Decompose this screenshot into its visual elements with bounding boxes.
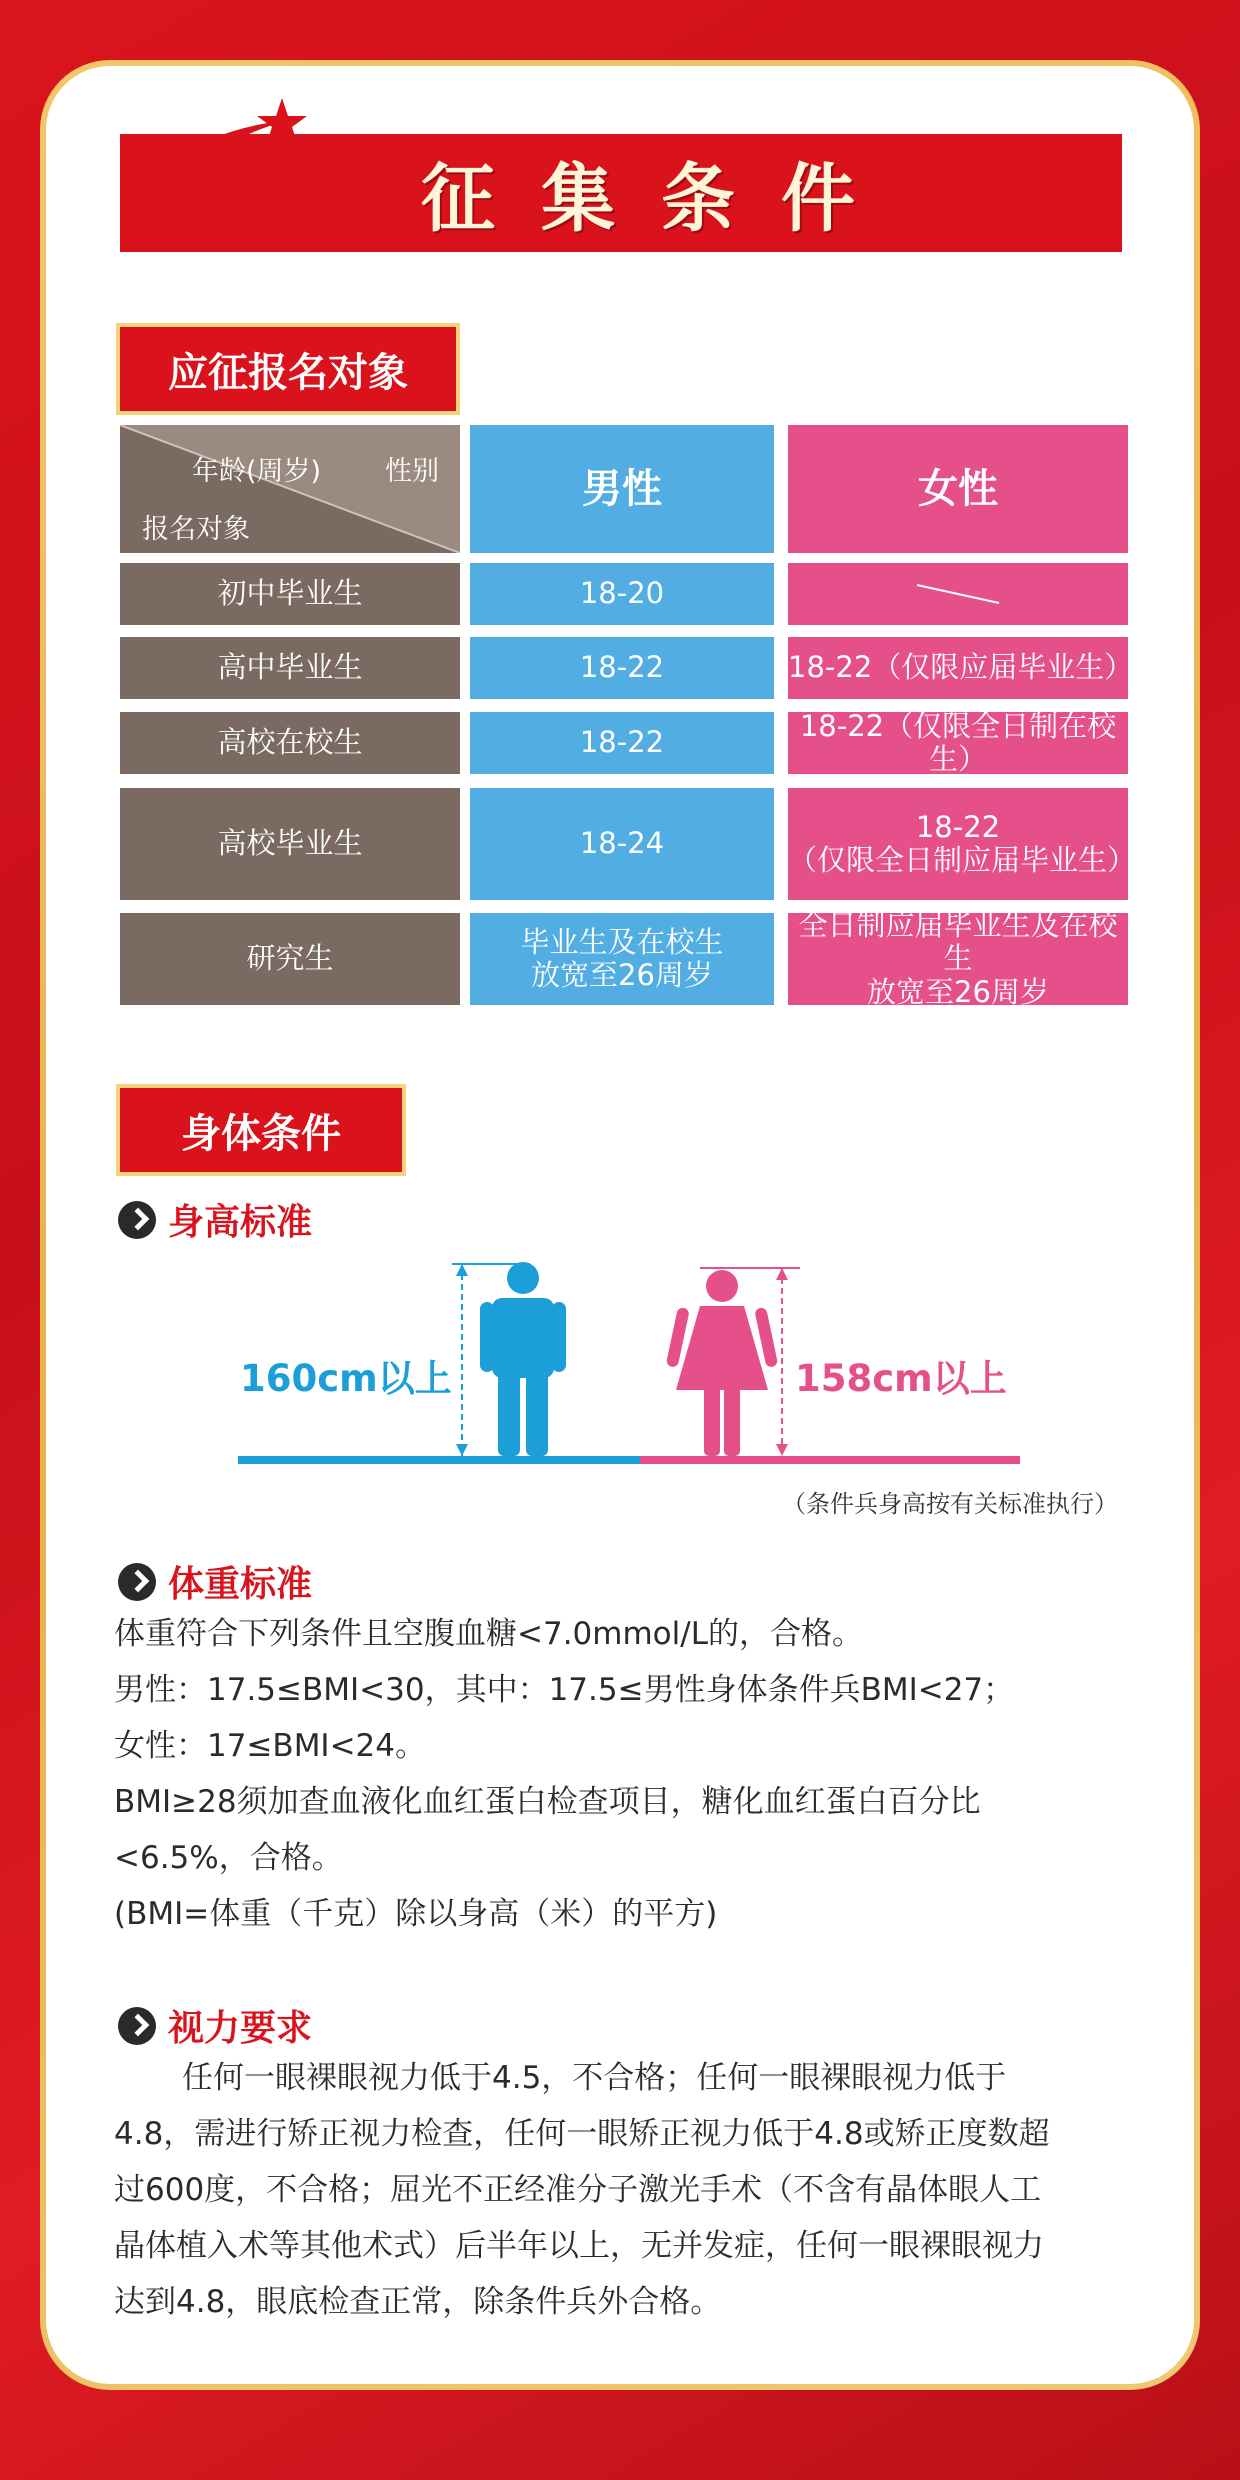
- vision-line: 达到4.8，眼底检查正常，除条件兵外合格。: [114, 2284, 722, 2320]
- subheading-weight-text: 体重标准: [168, 1564, 313, 1605]
- table-row-target: 高校毕业生: [120, 788, 460, 900]
- corner-target-label: 报名对象: [142, 514, 250, 545]
- weight-line: 男性：17.5≤BMI<30，其中：17.5≤男性身体条件兵BMI<27；: [114, 1672, 1015, 1708]
- vision-line: 4.8，需进行矫正视力检查，任何一眼矫正视力低于4.8或矫正度数超: [114, 2116, 1050, 2152]
- male-value-line1: 毕业生及在校生: [520, 924, 724, 959]
- page-title: 征集条件: [421, 156, 901, 242]
- female-value-line1: 18-22: [915, 809, 1001, 844]
- weight-line: (BMI=体重（千克）除以身高（米）的平方): [114, 1896, 718, 1932]
- chevron-right-icon: [118, 1563, 156, 1601]
- chevron-right-icon: [118, 2007, 156, 2045]
- table-row-target: 初中毕业生: [120, 563, 460, 625]
- table-row-male: 18-20: [470, 563, 774, 625]
- table-row-female-na: [788, 563, 1128, 625]
- vision-paragraph: [114, 2050, 1124, 2330]
- male-ground-line: [238, 1456, 648, 1464]
- vision-line: 任何一眼裸眼视力低于4.5，不合格；任何一眼裸眼视力低于: [182, 2060, 1007, 2096]
- height-note: （条件兵身高按有关标准执行）: [782, 1490, 1118, 1518]
- subheading-weight: [118, 1556, 312, 1607]
- female-value-line2: （仅限全日制应届毕业生）: [788, 843, 1137, 877]
- table-row-female: 18-22（仅限应届毕业生）: [788, 637, 1128, 699]
- weight-line: 体重符合下列条件且空腹血糖<7.0mmol/L的，合格。: [114, 1616, 863, 1652]
- female-ground-line: [640, 1456, 1020, 1464]
- section-tag-body: 身体条件: [120, 1088, 402, 1172]
- weight-paragraph: [114, 1606, 1124, 1942]
- subheading-vision: [118, 2000, 312, 2051]
- female-value-line1: 全日制应届毕业生及在校生: [798, 907, 1118, 976]
- table-row-male: [470, 913, 774, 1005]
- table-row-female: 18-22（仅限全日制在校生）: [788, 712, 1128, 774]
- corner-sex-label: 性别: [385, 456, 439, 487]
- subheading-vision-text: 视力要求: [168, 2008, 313, 2049]
- table-row-female: [788, 907, 1128, 1009]
- vision-line: 晶体植入术等其他术式）后半年以上，无并发症，任何一眼裸眼视力: [114, 2228, 1044, 2264]
- male-height-label: 160cm以上: [240, 1357, 452, 1400]
- subheading-height: [118, 1194, 312, 1245]
- female-height-label: 158cm以上: [795, 1357, 1007, 1400]
- female-figure-icon: [666, 1270, 779, 1456]
- table-row-target: 研究生: [120, 913, 460, 1005]
- table-row-target: 高校在校生: [120, 712, 460, 774]
- section-tag-enlist: 应征报名对象: [120, 327, 456, 411]
- weight-line: BMI≥28须加查血液化血红蛋白检查项目，糖化血红蛋白百分比: [114, 1784, 981, 1820]
- table-row-male: 18-22: [470, 712, 774, 774]
- table-row-target: 高中毕业生: [120, 637, 460, 699]
- weight-line: 女性：17≤BMI<24。: [114, 1728, 426, 1764]
- male-value-line2: 放宽至26周岁: [531, 958, 713, 992]
- header-female: 女性: [788, 425, 1128, 553]
- vision-line: 过600度，不合格；屈光不正经准分子激光手术（不含有晶体眼人工: [114, 2172, 1042, 2208]
- table-corner-cell: [120, 425, 460, 553]
- corner-age-label: 年龄(周岁): [192, 456, 322, 487]
- female-value-line2: 放宽至26周岁: [867, 974, 1049, 1009]
- not-applicable-slash: [913, 579, 1003, 609]
- male-figure-icon: [480, 1262, 566, 1456]
- table-row-male: 18-22: [470, 637, 774, 699]
- table-row-female: [788, 788, 1137, 900]
- subheading-height-text: 身高标准: [168, 1202, 313, 1243]
- chevron-right-icon: [118, 1201, 156, 1239]
- weight-line: <6.5%，合格。: [114, 1840, 343, 1876]
- header-male: 男性: [470, 425, 774, 553]
- table-row-male: 18-24: [470, 788, 774, 900]
